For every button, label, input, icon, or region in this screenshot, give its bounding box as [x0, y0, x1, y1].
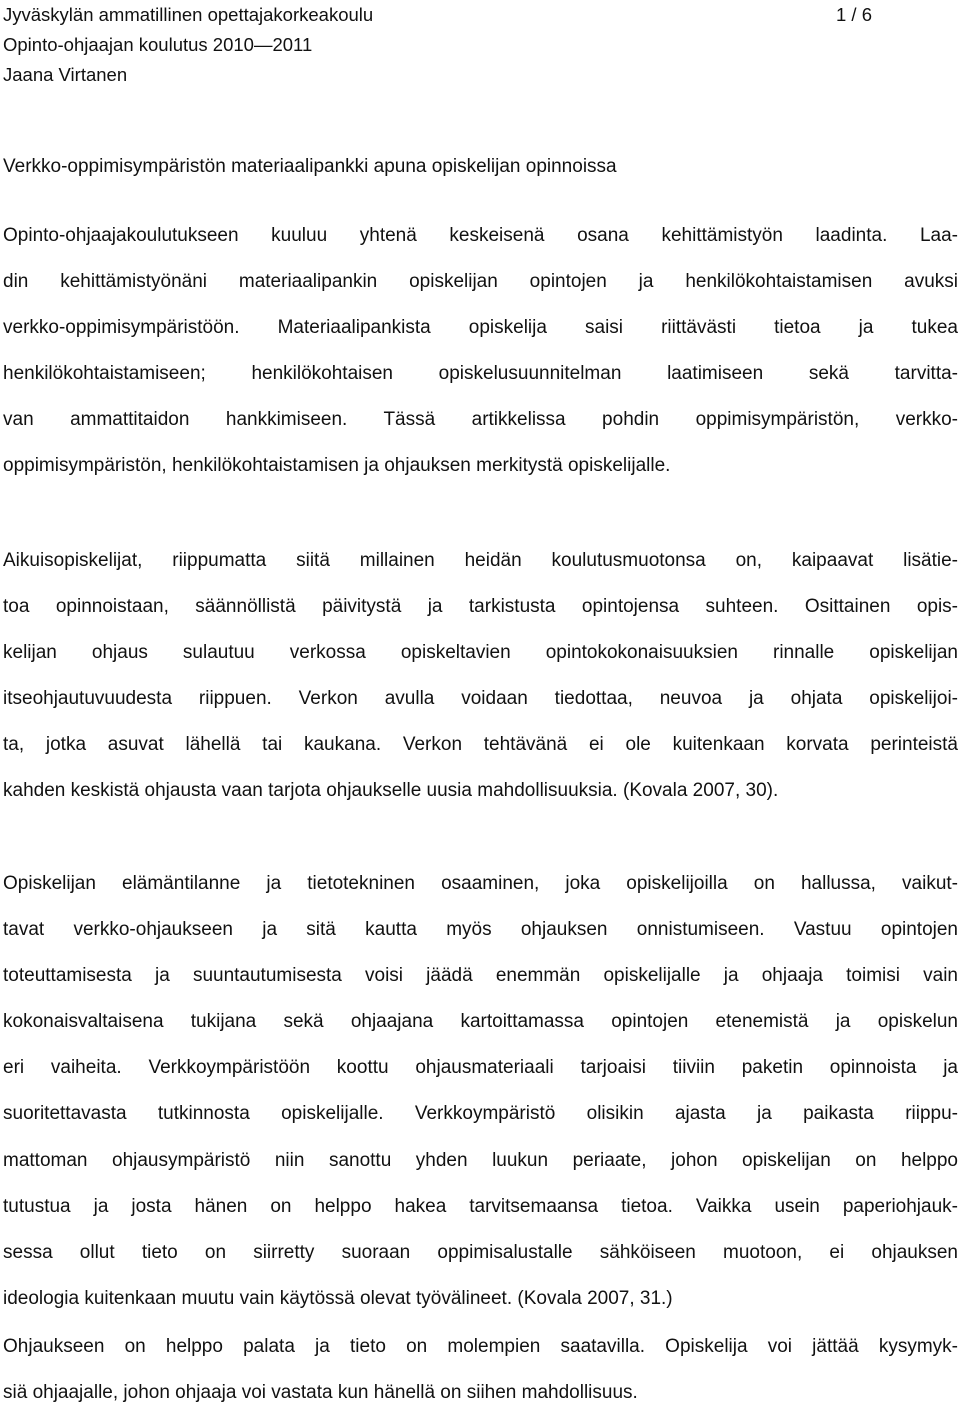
paragraph-line: din kehittämistyönäni materiaalipankin opiskelijan opintojen ja henkilökohtaistamisen avuksi: [3, 271, 958, 293]
paragraph-line: Opiskelijan elämäntilanne ja tietotekninen osaaminen, joka opiskelijoilla on hallussa, vaikut-: [3, 873, 958, 894]
paragraph-line: itseohjautuvuudesta riippuen. Verkon avulla voidaan tiedottaa, neuvoa ja ohjata opiskelijoi-: [3, 688, 958, 710]
paragraph-line: kahden keskistä ohjausta vaan tarjota ohjaukselle uusia mahdollisuuksia. (Kovala 2007, 30).: [3, 780, 779, 802]
paragraph-4: [3, 1324, 958, 1416]
paragraph-line: tavat verkko-ohjaukseen ja sitä kautta myös ohjauksen onnistumiseen. Vastuu opintojen: [3, 919, 958, 941]
author-name: Jaana Virtanen: [3, 64, 128, 85]
paragraph-line: toa opinnoistaan, säännöllistä päivitystä ja tarkistusta opintojensa suhteen. Osittainen opis-: [3, 596, 958, 618]
paragraph-line: ideologia kuitenkaan muutu vain käytössä olevat työvälineet. (Kovala 2007, 31.): [3, 1287, 673, 1309]
header-top-row: [3, 0, 958, 30]
paragraph-line: suoritettavasta tutkinnosta opiskelijalle. Verkkoympäristö olisikin ajasta ja paikasta riippu-: [3, 1103, 958, 1125]
paragraph-line: Ohjaukseen on helppo palata ja tieto on molempien saatavilla. Opiskelija voi jättää kysymyk-: [3, 1336, 958, 1357]
paragraph-line: henkilökohtaistamiseen; henkilökohtaisen opiskelusuunnitelman laatimiseen sekä tarvitta-: [3, 363, 958, 385]
paragraph-line: Opinto-ohjaajakoulutukseen kuuluu yhtenä keskeisenä osana kehittämistyön laadinta. Laa-: [3, 225, 958, 246]
paragraph-line: eri vaiheita. Verkkoympäristöön koottu ohjausmateriaali tarjoaisi tiiviin paketin opinnoista ja: [3, 1057, 958, 1079]
paragraph-line: van ammattitaidon hankkimiseen. Tässä artikkelissa pohdin oppimisympäristön, verkko-: [3, 409, 958, 431]
page-number: 1 / 6: [836, 4, 872, 25]
paragraph-line: mattoman ohjausympäristö niin sanottu yhden luukun periaate, johon opiskelijan on helppo: [3, 1149, 958, 1171]
page-header: [3, 0, 958, 90]
paragraph-line: siä ohjaajalle, johon ohjaaja voi vastata kun hänellä on siihen mahdollisuus.: [3, 1382, 638, 1404]
paragraph-2: [3, 538, 958, 815]
paragraph-line: verkko-oppimisympäristöön. Materiaalipankista opiskelija saisi riittävästi tietoa ja tukea: [3, 317, 958, 339]
paragraph-line: ta, jotka asuvat lähellä tai kaukana. Verkon tehtävänä ei ole kuitenkaan korvata perinteistä: [3, 734, 958, 756]
paragraph-3: [3, 861, 958, 1322]
paragraph-line: sessa ollut tieto on siirretty suoraan oppimisalustalle sähköiseen muotoon, ei ohjauksen: [3, 1241, 958, 1263]
paragraph-line: kelijan ohjaus sulautuu verkossa opiskeltavien opintokokonaisuuksien rinnalle opiskelijan: [3, 642, 958, 664]
paragraph-line: oppimisympäristön, henkilökohtaistamisen ja ohjauksen merkitystä opiskelijalle.: [3, 455, 671, 477]
paragraph-line: kokonaisvaltaisena tukijana sekä ohjaajana kartoittamassa opintojen etenemistä ja opiskelun: [3, 1011, 958, 1033]
paragraph-line: Aikuisopiskelijat, riippumatta siitä millainen heidän koulutusmuotonsa on, kaipaavat lisätie-: [3, 550, 958, 571]
paragraph-line: tutustua ja josta hänen on helppo hakea tarvitsemaansa tietoa. Vaikka usein paperiohjauk-: [3, 1195, 958, 1217]
document-title: Verkko-oppimisympäristön materiaalipankki apuna opiskelijan opinnoissa: [3, 156, 617, 177]
paragraph-line: toteuttamisesta ja suuntautumisesta voisi jäädä enemmän opiskelijalle ja ohjaaja toimisi vain: [3, 965, 958, 987]
paragraph-1: [3, 213, 958, 490]
course-name: Opinto-ohjaajan koulutus 2010—2011: [3, 34, 313, 55]
institution-name: Jyväskylän ammatillinen opettajakorkeakoulu: [3, 4, 374, 25]
